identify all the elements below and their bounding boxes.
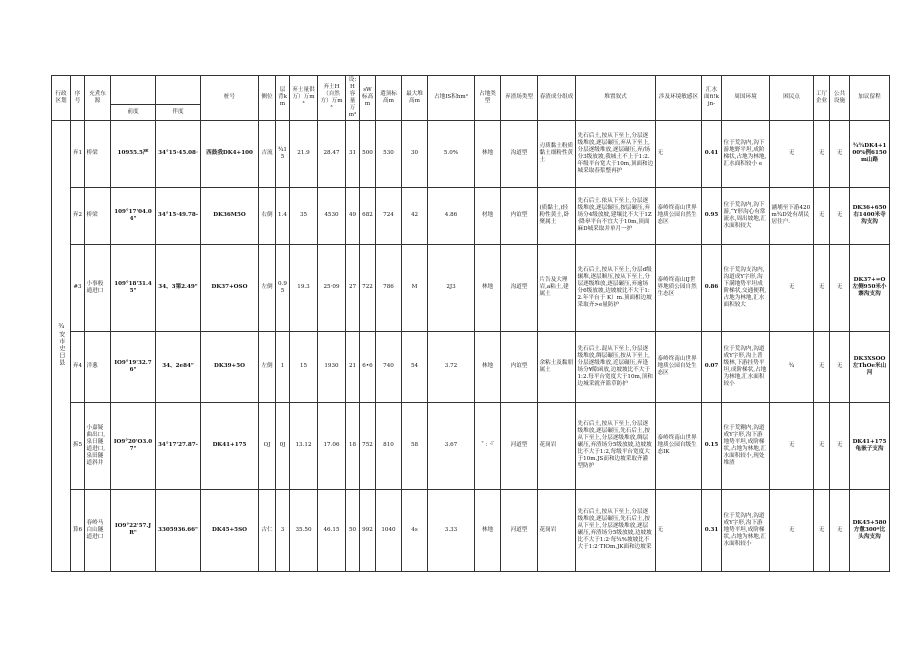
cell-seq: 拆5	[71, 402, 85, 489]
cell-catch: 0.31	[702, 489, 722, 571]
cell-method: 先石后土,按从下至上,分层逐级堆放,逐层碾压,弃从下至上,分层逐级堆放,逐层碾压,弃/场分3级放坡,我城土不上于1:2.年级平台宽大于10m,顶面和边城采取春浆整再护	[576, 120, 656, 187]
cell-method: 先石后土,按从下至上,分层d级辗堆,逐层顺压,按从下至上,分层逐级堆放,逐层碾压,弃逾场分6级放坡,边坡坡比不大于1:2.年平台于 K）m.顶面相边坡采取齐>e量防护	[576, 244, 656, 331]
cell-max-h: 30	[402, 120, 428, 187]
header-site-type: 弃渣场类型	[501, 76, 538, 121]
header-method: 堆置叙式	[576, 76, 656, 121]
header-industry: 工厅企业	[814, 76, 830, 121]
cell-site-type: 河道型	[501, 402, 538, 489]
cell-land-type: 林地	[475, 244, 501, 331]
cell-land-type: ˚ : ·『	[475, 402, 501, 489]
cell-top-elev: 530	[376, 120, 402, 187]
cell-capacity: 50	[346, 489, 360, 571]
cell-max-h: M	[402, 244, 428, 331]
cell-dist: 1.4	[276, 187, 290, 244]
cell-dist: 0.95	[276, 244, 290, 331]
cell-eco: 泰岭终南山世界地质公园自然生态区	[656, 187, 702, 244]
cell-volume: 15	[290, 331, 318, 402]
cell-lat: 3305936.66"	[156, 489, 201, 571]
cell-soil: 花岗岩	[538, 489, 576, 571]
cell-lat: 34°17'27.87-	[156, 402, 201, 489]
cell-volume: 35	[290, 187, 318, 244]
cell-lon: IO9°19'32.76"	[111, 331, 156, 402]
header-lat: 伴度	[156, 104, 201, 120]
cell-lon: 10955.5严	[111, 120, 156, 187]
header-land-type: 占地类型	[475, 76, 501, 121]
cell-capacity: 18	[346, 402, 360, 489]
cell-catch: 0.41	[702, 120, 722, 187]
cell-catch: 0.07	[702, 331, 722, 402]
region-cell	[52, 120, 71, 571]
cell-height: 682	[360, 187, 376, 244]
cell-surround: 位于荒沟支沟内,沟道成Y字形,沟下满地势平坦成阶梯状,交通便利,占地为林地,汇水面积较大	[722, 244, 770, 331]
cell-height: 992	[360, 489, 376, 571]
cell-top-elev: 786	[376, 244, 402, 331]
cell-dist: ¾15	[276, 120, 290, 187]
cell-station: DK37+OSO	[201, 244, 259, 331]
cell-lon: IO9°20'O3.07"	[111, 402, 156, 489]
cell-residents: 无	[770, 402, 814, 489]
header-side: 侧位	[259, 76, 276, 121]
cell-lon: IO9°22'57.JR"	[111, 489, 156, 571]
cell-site-type: 沟道型	[501, 120, 538, 187]
cell-area: 5.0%	[428, 120, 475, 187]
cell-lat: 34°15·45.08·	[156, 120, 201, 187]
cell-self-volume: 28.47	[318, 120, 346, 187]
cell-remark: DK3XSOO左ThOe米山河	[850, 331, 890, 402]
cell-lat: 34°15·49.78-	[156, 187, 201, 244]
header-seq: 序号	[71, 76, 85, 121]
cell-eco: 泰岭终南山IJ世界地质公园自然生态区	[656, 244, 702, 331]
cell-capacity: 27	[346, 244, 360, 331]
table-row	[52, 120, 890, 187]
header-capacity: 设:H容量万m³	[346, 76, 360, 121]
cell-site-type: 沟道型	[501, 244, 538, 331]
header-lon-group	[111, 76, 156, 105]
cell-industry: 无	[814, 187, 830, 244]
cell-max-h: 54	[402, 331, 428, 402]
cell-station: DK45+5SO	[201, 489, 259, 571]
header-public: 公共设施	[830, 76, 850, 121]
cell-land-type: 材地	[475, 187, 501, 244]
cell-industry: 无	[814, 120, 830, 187]
cell-eco: 无	[656, 120, 702, 187]
cell-area: 3.72	[428, 331, 475, 402]
header-row	[52, 76, 890, 105]
cell-top-elev: 724	[376, 187, 402, 244]
cell-remark: DK41+175龟嵌子支沟	[850, 402, 890, 489]
cell-soil: (质黏土,)轻粉性黄土,卧聚属土	[538, 187, 576, 244]
cell-volume: 19.3	[290, 244, 318, 331]
cell-self-volume: 4530	[318, 187, 346, 244]
cell-eco: 泰岭终南山世界地质公园自级生态IK	[656, 402, 702, 489]
cell-method: 先石后土.混从下至上,分层逐级堆放,绸层碾压,按从下至上,分层逐级堆放,近层碾压,弃逢场分¥隙函放,边坡坡比不大于1:2.每平台宽度大于10m,顶和边城采就齐篮草防护	[576, 331, 656, 402]
cell-residents: 涵埔至下游420m¾D处有胡民居住户.	[770, 187, 814, 244]
cell-site-type: 内谊型	[501, 331, 538, 402]
cell-top-elev: 1040	[376, 489, 402, 571]
cell-station: 西鼓我DK4+100	[201, 120, 259, 187]
cell-method: 先石后土.依从下至上,分层逐级堆放,逐层辗压,按层碾压,弃场分4级放坡,建壤比不大于1Z·降皋平台不宜大于10m,顶面麻D城采取并单月一护	[576, 187, 656, 244]
cell-soil: 余粘土及黏朋属土	[538, 331, 576, 402]
cell-height: 722	[360, 244, 376, 331]
cell-industry: 无	[814, 402, 830, 489]
cell-residents: 无	[770, 489, 814, 571]
cell-method: 先石后土,按从下至上,分层逐级堆放,逐层碾压,先石后土,按从下至上,分层逐级堆放,逐层碾压,弃渣场分5级放坡,边坡坡比不大于1:2·每¾%坡坡比不大于1:2·TIOm.JK面和边坡采	[576, 489, 656, 571]
cell-side: 左倒	[259, 244, 276, 331]
cell-source: 洋葱	[85, 331, 111, 402]
cell-capacity: 49	[346, 187, 360, 244]
cell-public: 无	[830, 331, 850, 402]
cell-remark: DK37+=O左侧950米小寨沟支沟	[850, 244, 890, 331]
cell-side: 右倒	[259, 187, 276, 244]
header-surround: 周国环境	[722, 76, 770, 121]
cell-capacity: 21	[346, 331, 360, 402]
cell-surround: 位于荒沟内,沟下游,“Y形沟心有常流水,周出坡地,汇水面积较大	[722, 187, 770, 244]
cell-industry: 无	[814, 244, 830, 331]
cell-seq: 弃4	[71, 331, 85, 402]
cell-surround: 位于荒沟内,沟道成Y字形,沟上普级林,下游挂势平坦,成阶梯状,占地为林地,汇水面积较小	[722, 331, 770, 402]
header-remark: 加议留程	[850, 76, 890, 121]
cell-max-h: 42	[402, 187, 428, 244]
table-row	[52, 187, 890, 244]
cell-eco: 泰岭终南山世界地质公园自处生态区	[656, 331, 702, 402]
cell-catch: 0.95	[702, 187, 722, 244]
table-row	[52, 489, 890, 571]
cell-self-volume: 25·09	[318, 244, 346, 331]
cell-volume: 13.12	[290, 402, 318, 489]
cell-residents: 无	[770, 120, 814, 187]
cell-surround: 位于荒沟内,沟道成Y字形,沟下游地势平坦,成阶梯状,占地为林地,汇水面积较小	[722, 489, 770, 571]
cell-top-elev: 810	[376, 402, 402, 489]
header-source: 充煮东源	[85, 76, 111, 121]
table-row	[52, 244, 890, 331]
cell-land-type: 林地	[475, 331, 501, 402]
cell-residents: ¾	[770, 331, 814, 402]
header-self-volume: 弃土H（自然方）万m³	[318, 76, 346, 121]
cell-public: 无	[830, 244, 850, 331]
cell-side: 左倒	[259, 331, 276, 402]
header-residents: 困民点	[770, 76, 814, 121]
cell-land-type: 林地	[475, 120, 501, 187]
cell-remark: DK45+580方惫300*比头沟支沟	[850, 489, 890, 571]
cell-capacity: 31	[346, 120, 360, 187]
cell-side: OJ	[259, 402, 276, 489]
header-soil: 春渣成分组成	[538, 76, 576, 121]
cell-area: 3.33	[428, 489, 475, 571]
cell-dist: 1	[276, 331, 290, 402]
cell-area: 2J3	[428, 244, 475, 331]
header-station: 桩号	[201, 76, 259, 121]
header-lon: 前度	[111, 104, 156, 120]
cell-seq: 弃2	[71, 187, 85, 244]
cell-top-elev: 740	[376, 331, 402, 402]
cell-station: DK41+175	[201, 402, 259, 489]
cell-source: 小嘉疑曲出口,泉日隧道进口,泉田隧道斜井	[85, 402, 111, 489]
cell-catch: 0.86	[702, 244, 722, 331]
cell-industry: 无	[814, 331, 830, 402]
data-table	[51, 75, 890, 572]
cell-max-h: 4s	[402, 489, 428, 571]
cell-public: 无	[830, 402, 850, 489]
region-label: ¾安市史曰县	[57, 322, 65, 366]
cell-catch: 0.15	[702, 402, 722, 489]
cell-soil: 刃质黏土粉质黏土细粉性黄土	[538, 120, 576, 187]
cell-lat: 34、3第2.49"	[156, 244, 201, 331]
cell-source: 桥梁	[85, 187, 111, 244]
cell-height: 752	[360, 402, 376, 489]
cell-industry: 无	[814, 489, 830, 571]
cell-remark: ¾¾DK4+100%例6150m山路	[850, 120, 890, 187]
cell-surround: 位于荒翱内,沟道成Y字形,沟下游地势平坦,成阶梯状,占地为林地,汇水面积较小,现处堆渣	[722, 402, 770, 489]
header-area: 占地IS积hm²	[428, 76, 475, 121]
cell-area: 3.67	[428, 402, 475, 489]
header-volume: 弃土量供万）万m³	[290, 76, 318, 121]
cell-site-type: 内谊型	[501, 187, 538, 244]
cell-station: DK39+5O	[201, 331, 259, 402]
cell-volume: 21.9	[290, 120, 318, 187]
header-max-h: 最大堆高m	[402, 76, 428, 121]
cell-self-volume: 46.15	[318, 489, 346, 571]
cell-seq: 弃1	[71, 120, 85, 187]
cell-source: 春岭马白山隧道进口	[85, 489, 111, 571]
table-row	[52, 331, 890, 402]
cell-self-volume: 17.06	[318, 402, 346, 489]
cell-seq: 算6	[71, 489, 85, 571]
cell-method: 先石后土,按从下至上,分层逐级堆放,逐层碾压,先石后土,按从下至上,分层逐级堆放,绸层碾压,弃渣场分5级放坡,边坡坡比不大于1:2,每级平台宽度大于10m.JS而和边坡采取齐灌型防护	[576, 402, 656, 489]
cell-lon: 109°18'31.45"	[111, 244, 156, 331]
table-row	[52, 402, 890, 489]
cell-lon: 109°17'04.04"	[111, 187, 156, 244]
header-eco: 涉及环境敏感区	[656, 76, 702, 121]
cell-dist: 0J	[276, 402, 290, 489]
cell-residents: 无	[770, 244, 814, 331]
header-catch: 汇水面fi!kjn-	[702, 76, 722, 121]
cell-soil: 片告及大理岩,a粘土,建属土	[538, 244, 576, 331]
cell-max-h: 58	[402, 402, 428, 489]
cell-station: DK36M5O	[201, 187, 259, 244]
header-lat-group	[156, 76, 201, 105]
cell-public: 无	[830, 187, 850, 244]
cell-volume: 35.50	[290, 489, 318, 571]
cell-area: 4.86	[428, 187, 475, 244]
header-height: sW标高m	[360, 76, 376, 121]
cell-eco: 无	[656, 489, 702, 571]
cell-height: 500	[360, 120, 376, 187]
cell-height: 6•6	[360, 331, 376, 402]
cell-public: 无	[830, 489, 850, 571]
cell-dist: 3	[276, 489, 290, 571]
cell-site-type: 河道型	[501, 489, 538, 571]
cell-seq: #3	[71, 244, 85, 331]
cell-source: 桥梁	[85, 120, 111, 187]
cell-side: 吉流	[259, 120, 276, 187]
cell-remark: DK36+650右1400米寺沟支沟	[850, 187, 890, 244]
cell-source: 小事般通进口	[85, 244, 111, 331]
cell-public: 无	[830, 120, 850, 187]
header-dist: 层背km	[276, 76, 290, 121]
cell-self-volume: 1930	[318, 331, 346, 402]
cell-lat: 34、2e84"	[156, 331, 201, 402]
header-region: 行政区划	[52, 76, 71, 121]
cell-soil: 花岗岩	[538, 402, 576, 489]
header-top-elev: 遣顶标高m	[376, 76, 402, 121]
cell-surround: 位于荒沟内,沟下游地野平坦,成阶梯状,占地为林地,汇水面积较小 e	[722, 120, 770, 187]
cell-land-type: 林地	[475, 489, 501, 571]
cell-side: 古仁	[259, 489, 276, 571]
